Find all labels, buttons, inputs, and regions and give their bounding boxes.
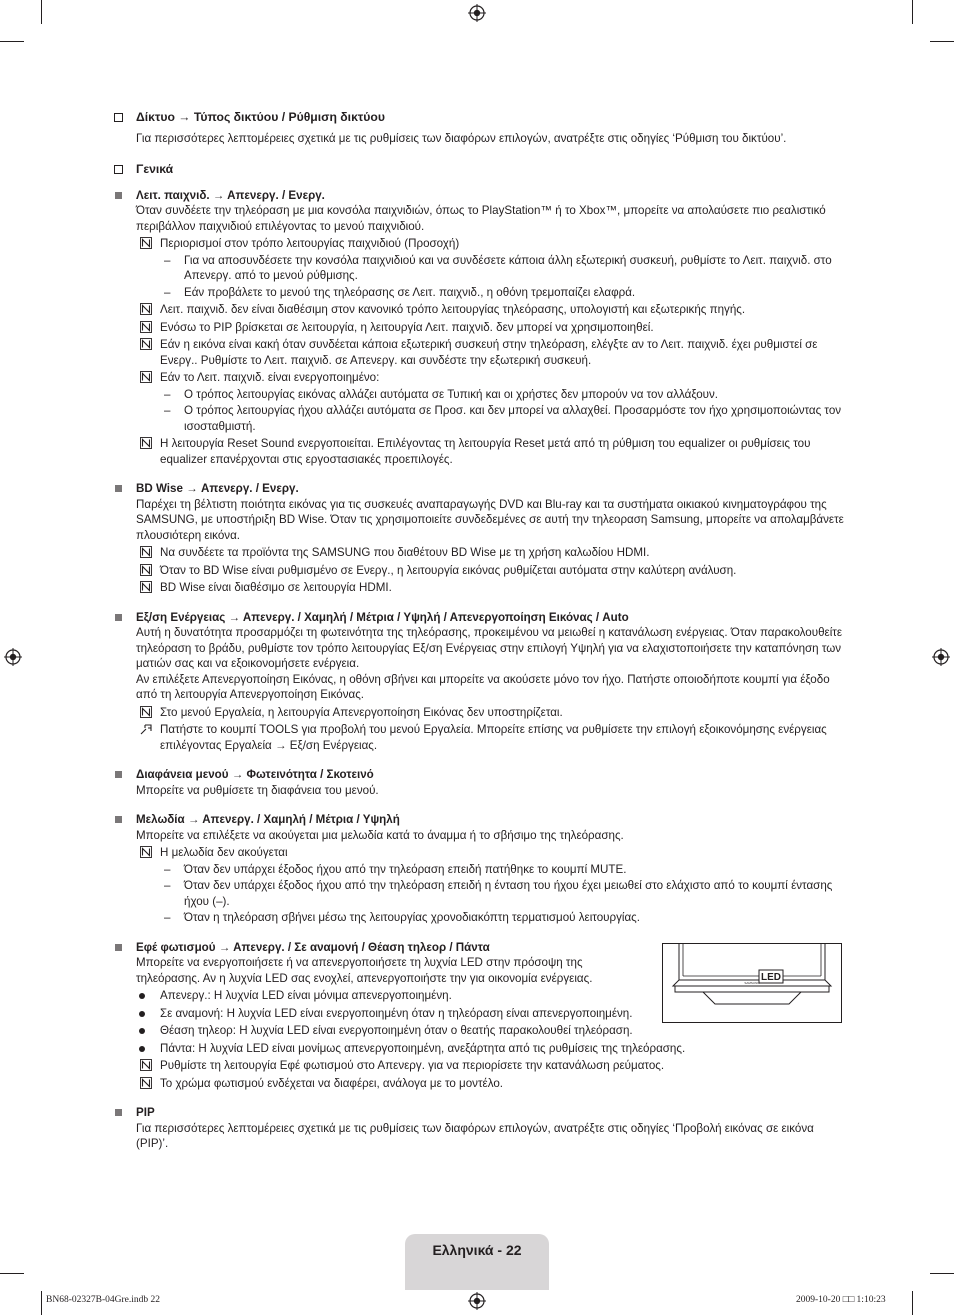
- dash-text: Ο τρόπος λειτουργίας ήχου αλλάζει αυτόματα σε Προσ. και δεν μπορεί να αλλαχθεί. Προσαρμόστε τον ήχο χρησιμοποιώντας τον ισοσταθμιστή.: [184, 404, 842, 433]
- registration-mark-icon: [4, 648, 22, 666]
- note-icon: [140, 546, 152, 558]
- item-text: Παρέχει τη βέλτιστη ποιότητα εικόνας για τις συσκευές αναπαραγωγής DVD και Blu-ray και τα συστήματα οικιακού κινηματογράφου της SAMSUNG, με υποστήριξη BD Wise. Όταν τις χρησιμοποιείτε συνδεδεμένες σε αυτή την τηλεοραση Samsung, μπορείτε να απολαμβάνετε πλουσιότερη εικόνα.: [136, 497, 844, 542]
- section-general: [112, 162, 846, 178]
- note-text: Στο μενού Εργαλεία, η λειτουργία Απενεργοποίηση Εικόνας δεν υποστηρίζεται.: [160, 705, 563, 719]
- tv-brand-label: SAMSUNG: [744, 981, 760, 985]
- note-list: [112, 705, 846, 754]
- note-list: [112, 845, 846, 926]
- note: [136, 580, 846, 596]
- square-bullet-icon: [115, 192, 122, 199]
- item-text: Μπορείτε να επιλέξετε να ακούγεται μια μελωδία κατά το άναμμα ή το σβήσιμο της τηλεόρασης.: [136, 828, 624, 842]
- note-icon: [140, 237, 152, 249]
- led-label: LED: [761, 972, 781, 983]
- dash-item: – Όταν δεν υπάρχει έξοδος ήχου από την τηλεόραση επειδή η ένταση του ήχου έχει μειωθεί στο ελάχιστο από το κουμπί έντασης ήχου (–).: [164, 879, 833, 908]
- dash-text: Όταν δεν υπάρχει έξοδος ήχου από την τηλεόραση επειδή πατήθηκε το κουμπί MUTE.: [184, 862, 627, 876]
- registration-mark-icon: [468, 4, 486, 22]
- bullet-text: Θέαση τηλεορ: Η λυχνία LED είναι ενεργοποιημένη όταν ο θεατής παρακολουθεί τηλεόραση.: [160, 1024, 633, 1037]
- dash-item: – Ο τρόπος λειτουργίας εικόνας αλλάζει αυτόματα σε Τυπική και οι χρήστες δεν μπορούν να τον αλλάξουν.: [164, 387, 719, 401]
- item-text: Αν επιλέξετε Απενεργοποίηση Εικόνας, η οθόνη σβήνει και μπορείτε να ακούσετε μόνο τον ήχο. Πατήστε οποιοδήποτε κουμπί για έξοδο από τη λειτουργία Απενεργοποίηση Εικόνας.: [136, 672, 830, 701]
- note-icon: [140, 1059, 152, 1071]
- bullet-item: [136, 1023, 846, 1039]
- section-network: [112, 110, 846, 126]
- dash-text: Όταν δεν υπάρχει έξοδος ήχου από την τηλεόραση επειδή η ένταση του ήχου έχει μειωθεί στο ελάχιστο από το κουμπί έντασης ήχου (–).: [184, 879, 833, 908]
- crop-mark: [41, 0, 42, 24]
- note-text: Η λειτουργία Reset Sound ενεργοποιείται. Επιλέγοντας τη λειτουργία Reset μετά από τη ρύθμιση του equalizer οι ρυθμίσεις του equalizer επανέρχονται στις εργοστασιακές προεπιλογές.: [160, 437, 811, 466]
- registration-mark-icon: [468, 1292, 486, 1310]
- checkbox-bullet-icon: [114, 165, 123, 174]
- crop-mark: [930, 41, 954, 42]
- note-icon: [140, 321, 152, 333]
- note-text: Ρυθμίστε τη λειτουργία Εφέ φωτισμού στο Απενεργ. για να περιορίσετε την κατανάλωση ρεύματος.: [160, 1059, 665, 1072]
- note-text: Λειτ. παιχνιδ. δεν είναι διαθέσιμη στον κανονικό τρόπο λειτουργίας τηλεόρασης, υπολογιστή και εξωτερικής πηγής.: [160, 303, 746, 316]
- dash-text: Ο τρόπος λειτουργίας εικόνας αλλάζει αυτόματα σε Τυπική και οι χρήστες δεν μπορούν να τον αλλάξουν.: [184, 387, 719, 401]
- registration-mark-icon: [932, 648, 950, 666]
- note-icon: [140, 706, 152, 718]
- item-game-mode: [112, 188, 846, 235]
- item-melody: [112, 812, 846, 843]
- note-icon: [140, 581, 152, 593]
- note-icon: [140, 338, 152, 350]
- note-text: Το χρώμα φωτισμού ενδέχεται να διαφέρει, ανάλογα με το μοντέλο.: [160, 1076, 504, 1090]
- section-title: Γενικά: [136, 162, 174, 176]
- note-icon: [140, 1077, 152, 1089]
- square-bullet-icon: [115, 485, 122, 492]
- note: [136, 236, 846, 252]
- note-icon: [140, 564, 152, 576]
- note: [136, 370, 846, 386]
- note-text: Όταν το BD Wise είναι ρυθμισμένο σε Ενεργ., η λειτουργία εικόνας ρυθμίζεται αυτόματα στην καλύτερη ανάλυση.: [160, 563, 737, 577]
- note-text: Εάν το Λειτ. παιχνιδ. είναι ενεργοποιημένο:: [160, 371, 380, 384]
- section-title: Δίκτυο → Τύπος δικτύου / Ρύθμιση δικτύου: [136, 110, 385, 124]
- item-title: BD Wise → Απενεργ. / Ενεργ.: [136, 482, 299, 495]
- note: [136, 320, 846, 336]
- note-text: BD Wise είναι διαθέσιμο σε λειτουργία HDMI.: [160, 581, 392, 594]
- round-bullet-icon: [139, 1046, 145, 1052]
- item-menu-transparency: [112, 767, 846, 798]
- dash-text: Εάν προβάλετε το μενού της τηλεόρασης σε Λειτ. παιχνιδ., η οθόνη τρεμοπαίζει ελαφρά.: [184, 285, 636, 299]
- crop-mark: [0, 1273, 24, 1274]
- square-bullet-icon: [115, 816, 122, 823]
- item-pip: [112, 1105, 846, 1152]
- note-icon: [140, 437, 152, 449]
- bullet-text: Πάντα: Η λυχνία LED είναι μονίμως απενεργοποιημένη, ανεξάρτητα από τις ρυθμίσεις της τηλεόρασης.: [160, 1041, 686, 1055]
- square-bullet-icon: [115, 944, 122, 951]
- dash-text: Όταν η τηλεόραση σβήνει μέσω της λειτουργίας χρονοδιακόπτη τερματισμού λειτουργίας.: [184, 911, 640, 924]
- note-icon: [140, 846, 152, 858]
- round-bullet-icon: [139, 993, 145, 999]
- note-text: Ενόσω το PIP βρίσκεται σε λειτουργία, η λειτουργία Λειτ. παιχνιδ. δεν μπορεί να χρησιμοποιηθεί.: [160, 320, 654, 334]
- note-icon: [140, 371, 152, 383]
- note: [136, 722, 846, 753]
- dash-item: – Όταν δεν υπάρχει έξοδος ήχου από την τηλεόραση επειδή πατήθηκε το κουμπί MUTE.: [164, 862, 627, 876]
- dash-item: – Όταν η τηλεόραση σβήνει μέσω της λειτουργίας χρονοδιακόπτη τερματισμού λειτουργίας.: [164, 911, 640, 924]
- dash-item: – Για να αποσυνδέσετε την κονσόλα παιχνιδιού και να συνδέσετε κάποια άλλη εξωτερική συσκευή, ρυθμίστε το Λειτ. παιχνιδ. στο Απενεργ. από το μενού ρύθμισης.: [164, 253, 832, 282]
- tv-led-illustration: [662, 943, 842, 1023]
- item-title: Λειτ. παιχνιδ. → Απενεργ. / Ενεργ.: [136, 188, 325, 202]
- note-list: [112, 236, 846, 467]
- checkbox-bullet-icon: [114, 113, 123, 122]
- crop-mark: [930, 1273, 954, 1274]
- crop-mark: [41, 1291, 42, 1315]
- square-bullet-icon: [115, 771, 122, 778]
- note: [136, 545, 846, 561]
- page-number: Ελληνικά - 22: [432, 1242, 522, 1258]
- dash-text: Για να αποσυνδέσετε την κονσόλα παιχνιδιού και να συνδέσετε κάποια άλλη εξωτερική συσκευή, ρυθμίστε το Λειτ. παιχνιδ. στο Απενεργ. από το μενού ρύθμισης.: [184, 253, 832, 282]
- dash-item: – Εάν προβάλετε το μενού της τηλεόρασης σε Λειτ. παιχνιδ., η οθόνη τρεμοπαίζει ελαφρά.: [164, 285, 636, 299]
- note-text: Εάν η εικόνα είναι κακή όταν συνδέεται κάποια εξωτερική συσκευή στην τηλεόραση, ελέγξτε αν το Λειτ. παιχνιδ. έχει ρυθμιστεί σε Ενεργ.. Ρυθμίστε το Λειτ. παιχνιδ. σε Απενεργ. και συνδέστε την εξωτερική συσκευή.: [160, 338, 818, 367]
- note: [136, 337, 846, 368]
- item-bd-wise: [112, 481, 846, 543]
- note: [136, 705, 846, 721]
- item-text: Μπορείτε να ρυθμίσετε τη διαφάνεια του μενού.: [136, 783, 379, 797]
- note: [136, 1076, 846, 1092]
- section-text: Για περισσότερες λεπτομέρειες σχετικά με τις ρυθμίσεις των διαφόρων επιλογών, ανατρέξτε στις οδηγίες ‘Ρύθμιση του δικτύου’.: [136, 131, 787, 145]
- item-text: Όταν συνδέετε την τηλεόραση με μια κονσόλα παιχνιδιών, όπως το PlayStation™ ή το Xbox™, μπορείτε να απολαύσετε πιο ρεαλιστικό περιβάλλον παιχνιδιού επιλέγοντας το μενού παιχνιδιού.: [136, 204, 826, 233]
- bullet-text: Σε αναμονή: Η λυχνία LED είναι ενεργοποιημένη όταν η τηλεόραση είναι απενεργοποιημένη.: [160, 1006, 633, 1020]
- note-list: [112, 545, 846, 596]
- crop-mark: [912, 1291, 913, 1315]
- item-title: PIP: [136, 1106, 155, 1119]
- date-slug: 2009-10-20 □□ 1:10:23: [796, 1295, 886, 1305]
- tools-icon: [140, 723, 152, 735]
- dash-item: – Ο τρόπος λειτουργίας ήχου αλλάζει αυτόματα σε Προσ. και δεν μπορεί να αλλαχθεί. Προσαρμόστε τον ήχο χρησιμοποιώντας τον ισοσταθμιστή.: [164, 404, 842, 433]
- bullet-text: Απενεργ.: Η λυχνία LED είναι μόνιμα απενεργοποιημένη.: [160, 989, 452, 1002]
- note-text: Να συνδέετε τα προϊόντα της SAMSUNG που διαθέτουν BD Wise με τη χρήση καλωδίου HDMI.: [160, 546, 650, 559]
- note: [136, 302, 846, 318]
- note-text: Πατήστε το κουμπί TOOLS για προβολή του μενού Εργαλεία. Μπορείτε επίσης να ρυθμίσετε την επιλογή εξοικονόμησης ενέργειας επιλέγοντας Εργαλεία → Εξ/ση Ενέργειας.: [160, 723, 827, 752]
- note-text: Περιορισμοί στον τρόπο λειτουργίας παιχνιδιού (Προσοχή): [160, 237, 460, 250]
- tv-front-icon: [663, 944, 841, 1022]
- item-title: Διαφάνεια μενού → Φωτεινότητα / Σκοτεινό: [136, 768, 374, 781]
- item-title: Εξ/ση Ενέργειας → Απενεργ. / Χαμηλή / Μέτρια / Υψηλή / Απενεργοποίηση Εικόνας / Auto: [136, 610, 629, 624]
- note: [136, 845, 846, 861]
- note: [136, 1058, 846, 1074]
- square-bullet-icon: [115, 1109, 122, 1116]
- square-bullet-icon: [115, 614, 122, 621]
- note: [136, 436, 846, 467]
- note-text: Η μελωδία δεν ακούγεται: [160, 846, 288, 859]
- item-text: Αυτή η δυνατότητα προσαρμόζει τη φωτεινότητα της τηλεόρασης, προκειμένου να μειωθεί η κατανάλωση ενέργειας. Όταν παρακολουθείτε τηλεόραση το βράδυ, ρυθμίστε τον τρόπο λειτουργίας Εξ/ση Ενέργειας στην επιλογή Υψηλή για να ελαχιστοποιήσετε την καταπόνηση των ματιών σας και να εξοικονομήσετε ενέργεια.: [136, 626, 843, 670]
- bullet-item: [136, 1041, 846, 1057]
- item-text: Για περισσότερες λεπτομέρειες σχετικά με τις ρυθμίσεις των διαφόρων επιλογών, ανατρέξτε στις οδηγίες ‘Προβολή εικόνας σε εικόνα (PIP)’.: [136, 1121, 814, 1150]
- item-title: Μελωδία → Απενεργ. / Χαμηλή / Μέτρια / Υψηλή: [136, 813, 400, 826]
- file-slug: BN68-02327B-04Gre.indb 22: [46, 1295, 160, 1305]
- item-title: Εφέ φωτισμού → Απενεργ. / Σε αναμονή / Θέαση τηλεορ / Πάντα: [136, 940, 490, 954]
- item-energy-saving: [112, 610, 846, 703]
- round-bullet-icon: [139, 1028, 145, 1034]
- round-bullet-icon: [139, 1011, 145, 1017]
- note: [136, 563, 846, 579]
- item-text: Μπορείτε να ενεργοποιήσετε ή να απενεργοποιήσετε τη λυχνία LED στην πρόσοψη της τηλεόρασης. Αν η λυχνία LED σας ενοχλεί, απενεργοποιήστε την για οικονομία ενέργειας.: [136, 956, 593, 985]
- note-icon: [140, 303, 152, 315]
- crop-mark: [912, 0, 913, 24]
- crop-mark: [0, 41, 24, 42]
